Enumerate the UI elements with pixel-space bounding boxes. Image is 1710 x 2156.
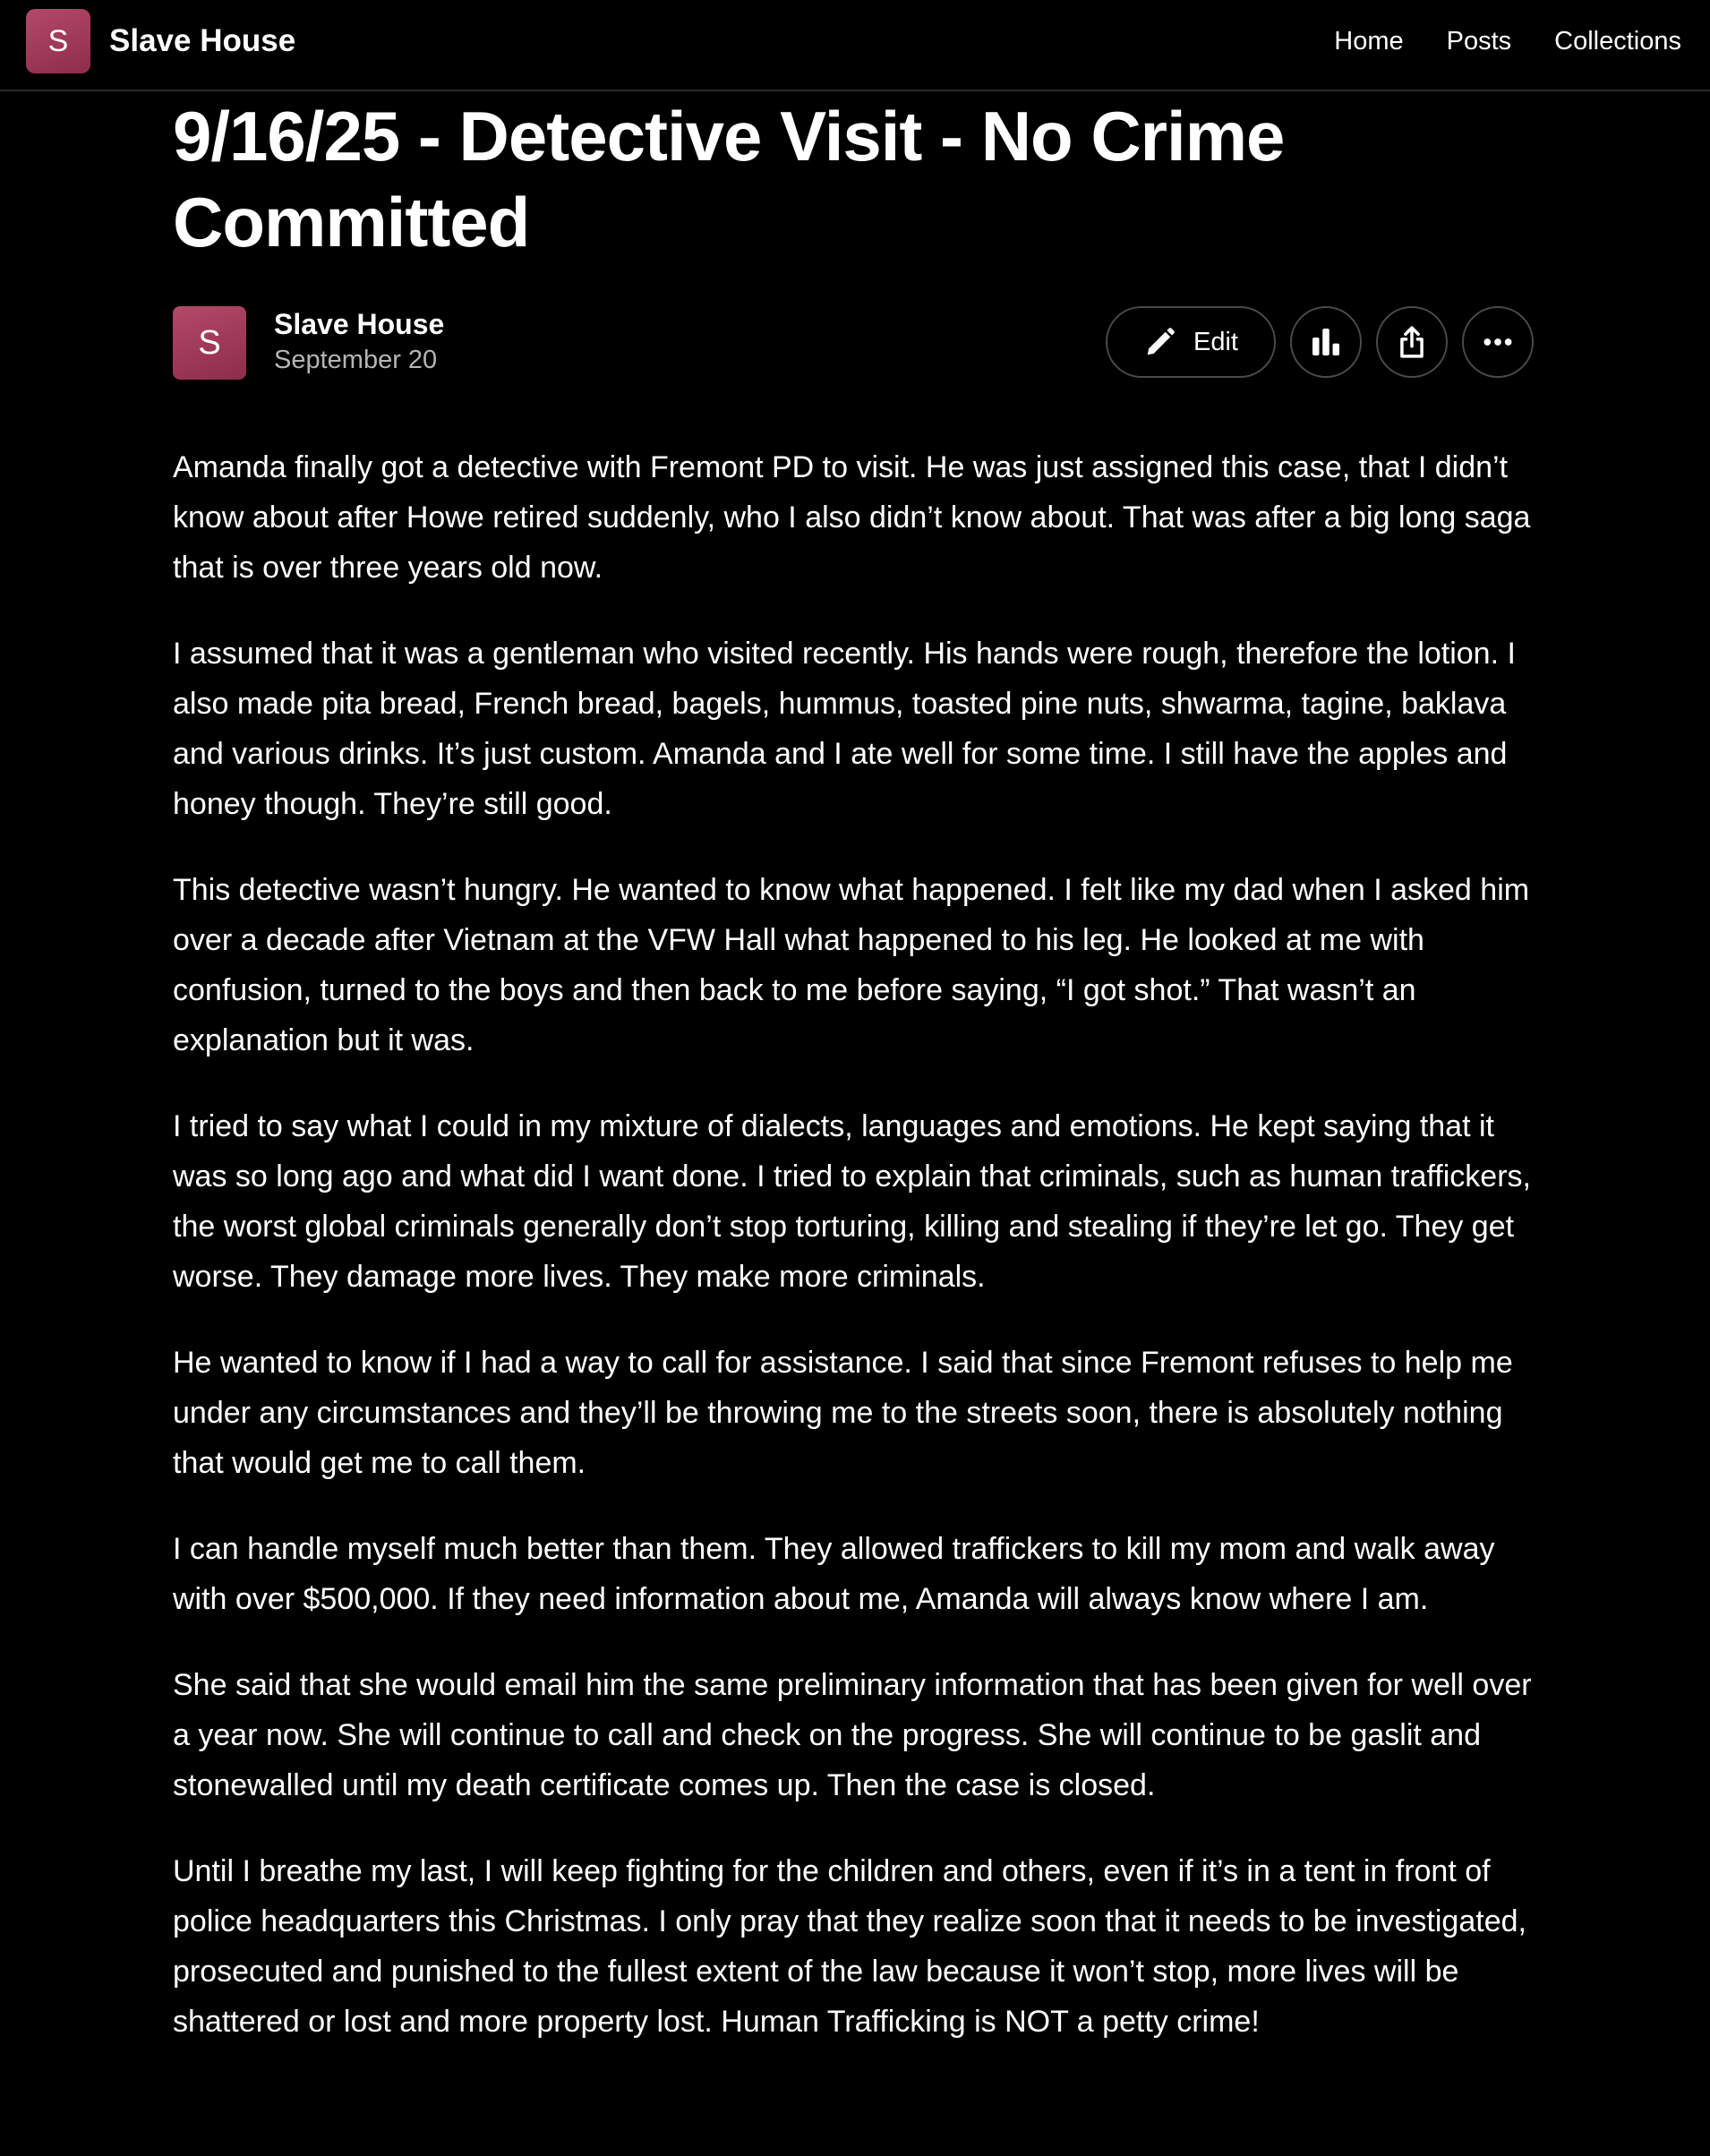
site-logo-letter: S [47, 23, 69, 58]
author-name[interactable]: Slave House [274, 308, 445, 340]
site-name-link[interactable]: Slave House [109, 23, 296, 58]
post-paragraph: Amanda finally got a detective with Fremont PD to visit. He was just assigned this case, that I didn’t know about after Howe retired suddenly, who I also didn’t know about. That was after a big long saga that is over three years old now. [173, 450, 1531, 585]
author-avatar[interactable] [173, 306, 246, 380]
top-navigation-bar [0, 0, 1710, 91]
post-paragraph: I assumed that it was a gentleman who visited recently. His hands were rough, therefore the lotion. I also made pita bread, French bread, bagels, hummus, toasted pine nuts, shwarma, tagine, baklava and various drinks. It’s just custom. Amanda and I ate well for some time. I still have the apples and honey though. They’re still good. [173, 637, 1516, 821]
nav-posts-link[interactable]: Posts [1446, 27, 1512, 56]
bar-chart-icon [1308, 324, 1344, 360]
post-date: September 20 [274, 346, 438, 374]
share-button[interactable] [1376, 306, 1448, 378]
post-paragraph: Until I breathe my last, I will keep fighting for the children and others, even if it’s in a tent in front of police headquarters this Christmas. I only pray that they realize soon that it needs to be investigated, prosecuted and punished to the fullest extent of the law because it won’t stop, more lives will be shattered or lost and more property lost. Human Trafficking is NOT a petty crime! [173, 1854, 1526, 2039]
edit-button-label: Edit [1193, 327, 1238, 356]
post-paragraph: I can handle myself much better than them. They allowed traffickers to kill my mom and walk away with over $500,000. If they need information about me, Amanda will always know where I am. [173, 1532, 1495, 1616]
post-body [173, 442, 1543, 2083]
post-title: 9/16/25 - Detective Visit - No Crime Committed [173, 97, 1285, 261]
post-paragraph: I tried to say what I could in my mixture of dialects, languages and emotions. He kept saying that it was so long ago and what did I want done. I tried to explain that criminals, such as human traffickers, the worst global criminals generally don’t stop torturing, killing and stealing if they’re let go. They get worse. They damage more lives. They make more criminals. [173, 1109, 1531, 1294]
site-logo[interactable] [26, 9, 90, 73]
nav-home-link[interactable]: Home [1334, 27, 1404, 56]
stats-button[interactable] [1290, 306, 1362, 378]
edit-button[interactable] [1106, 306, 1276, 378]
post-paragraph: This detective wasn’t hungry. He wanted to know what happened. I felt like my dad when I asked him over a decade after Vietnam at the VFW Hall what happened to his leg. He looked at me with confusion, turned to the boys and then back to me before saying, “I got shot.” That wasn’t an explanation but it was. [173, 873, 1530, 1057]
post-paragraph: She said that she would email him the same preliminary information that has been given for well over a year now. She will continue to call and check on the progress. She will continue to be gaslit and stonewalled until my death certificate comes up. Then the case is closed. [173, 1668, 1532, 1802]
post-paragraph: He wanted to know if I had a way to call for assistance. I said that since Fremont refuses to help me under any circumstances and they’ll be throwing me to the streets soon, there is absolutely nothing that would get me to call them. [173, 1346, 1513, 1480]
nav-collections-link[interactable]: Collections [1554, 27, 1681, 56]
pencil-icon [1143, 325, 1177, 359]
author-avatar-letter: S [198, 323, 221, 362]
more-horizontal-icon [1480, 324, 1516, 360]
share-icon [1395, 325, 1429, 359]
more-options-button[interactable] [1462, 306, 1534, 378]
main-nav [1334, 21, 1681, 61]
